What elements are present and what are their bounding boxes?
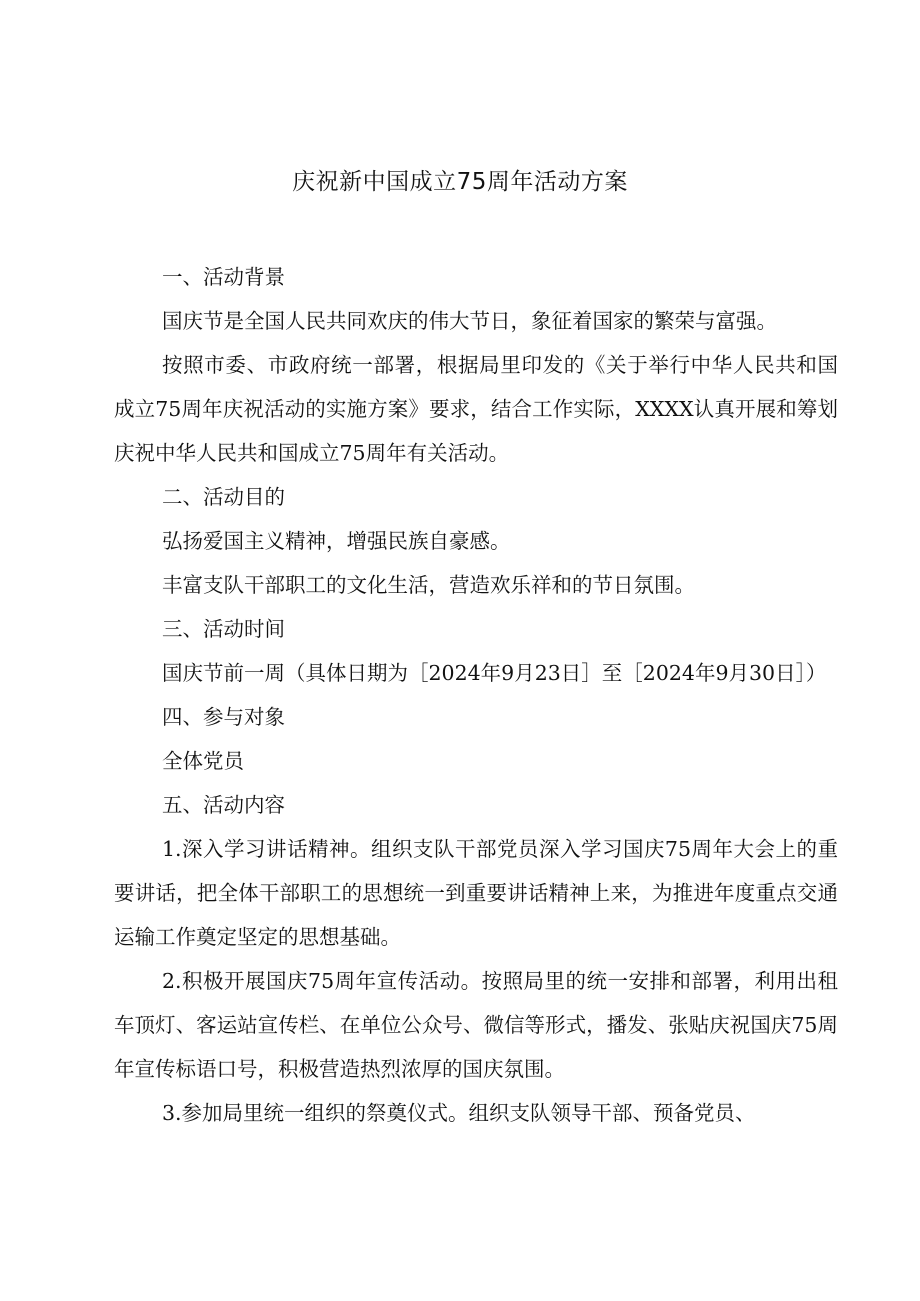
- paragraph: 国庆节是全国人民共同欢庆的伟大节日，象征着国家的繁荣与富强。: [162, 309, 777, 333]
- paragraph: 国庆节前一周（具体日期为［2024年9月23日］至［2024年9月30日］）: [162, 661, 827, 685]
- section-heading-background: 一、活动背景: [162, 265, 285, 289]
- paragraph: 弘扬爱国主义精神，增强民族自豪感。: [162, 529, 511, 553]
- paragraph: 3.参加局里统一组织的祭奠仪式。组织支队领导干部、预备党员、: [162, 1101, 756, 1125]
- paragraph: 丰富支队干部职工的文化生活，营造欢乐祥和的节日氛围。: [162, 573, 695, 597]
- paragraph: 2.积极开展国庆75周年宣传活动。按照局里的统一安排和部署，利用出租车顶灯、客运站宣传栏、在单位公众号、微信等形式，播发、张贴庆祝国庆75周年宣传标语口号，积极营造热烈浓厚的国庆氛围。: [114, 969, 838, 1081]
- section-heading-purpose: 二、活动目的: [162, 485, 285, 509]
- section-heading-content: 五、活动内容: [162, 793, 285, 817]
- paragraph: 1.深入学习讲话精神。组织支队干部党员深入学习国庆75周年大会上的重要讲话，把全体干部职工的思想统一到重要讲话精神上来，为推进年度重点交通运输工作奠定坚定的思想基础。: [114, 837, 838, 949]
- document-title: 庆祝新中国成立75周年活动方案: [292, 169, 628, 195]
- section-heading-participants: 四、参与对象: [162, 705, 285, 729]
- paragraph: 按照市委、市政府统一部署，根据局里印发的《关于举行中华人民共和国成立75周年庆祝活动的实施方案》要求，结合工作实际，XXXX认真开展和筹划庆祝中华人民共和国成立75周年有关活动。: [114, 353, 838, 465]
- section-heading-time: 三、活动时间: [162, 617, 285, 641]
- document-body: [114, 255, 838, 1135]
- paragraph: 全体党员: [162, 749, 244, 773]
